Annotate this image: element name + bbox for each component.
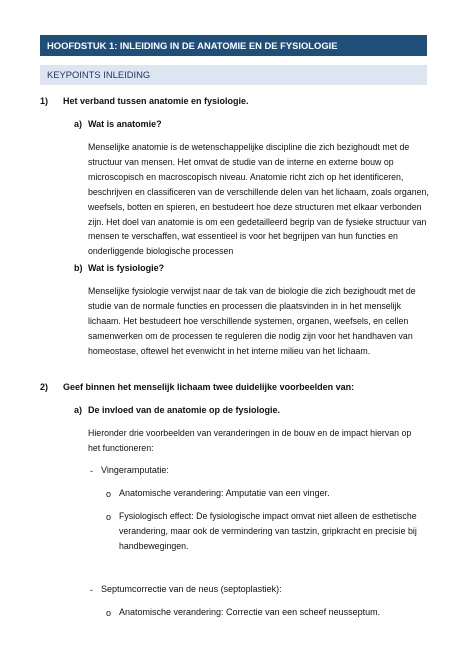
dash-bullet: - xyxy=(90,585,93,595)
paragraph-line: lichaam. Het bestudeert hoe verschillende systemen, organen, weefsels, en cellen xyxy=(88,315,409,326)
section-heading: KEYPOINTS INLEIDING xyxy=(40,65,427,85)
q2-text: Geef binnen het menselijk lichaam twee duidelijke voorbeelden van: xyxy=(63,382,355,392)
paragraph-line: Menselijke fysiologie verwijst naar de tak van de biologie die zich bezighoudt met de xyxy=(88,286,416,296)
anatomy-paragraph xyxy=(88,140,429,259)
circle-bullet: o xyxy=(106,489,112,499)
bullet-text: Anatomische verandering: Amputatie van een vinger. xyxy=(119,488,330,498)
q1b-label: b) xyxy=(74,263,83,273)
paragraph-line: samenwerken om de processen te reguleren die nodig zijn voor het handhaven van xyxy=(88,330,413,341)
paragraph-line: het functioneren: xyxy=(88,442,154,453)
paragraph-line: beschrijven en classificeren van de verschillende delen van het lichaam, zoals organen, xyxy=(88,186,429,197)
paragraph-line: zijn. Het doel van anatomie is om een gedetailleerd begrip van de fysieke structuur van xyxy=(88,216,427,227)
bullet-paragraph xyxy=(119,509,419,554)
paragraph-line: handbewegingen. xyxy=(119,540,189,551)
paragraph-line: mensen te verschaffen, wat essentieel is voor het begrijpen van hun functies en xyxy=(88,231,398,242)
circle-bullet: o xyxy=(106,512,112,522)
example-title: Septumcorrectie van de neus (septoplastiek): xyxy=(101,584,282,594)
paragraph-line: Hieronder drie voorbeelden van veranderingen in de bouw en de impact hiervan op xyxy=(88,428,412,438)
circle-bullet: o xyxy=(106,608,112,618)
paragraph-line: weefsels, botten en spieren, en bestudeert hoe deze structuren met elkaar verbonden xyxy=(88,201,422,212)
q1a-label: a) xyxy=(74,119,83,129)
paragraph-line: onderliggende biologische processen xyxy=(88,246,234,257)
paragraph-line: homeostase, oftewel het evenwicht in het interne milieu van het lichaam. xyxy=(88,345,371,356)
q2-number: 2) xyxy=(40,382,49,392)
paragraph-line: Menselijke anatomie is de wetenschappelijke discipline die zich bezighoudt met de xyxy=(88,142,410,152)
paragraph-line: Fysiologisch effect: De fysiologische impact omvat niet alleen de esthetische xyxy=(119,511,417,521)
q2a-label: a) xyxy=(74,405,83,415)
q1-number: 1) xyxy=(40,96,49,106)
chapter-heading: HOOFDSTUK 1: INLEIDING IN DE ANATOMIE EN DE FYSIOLOGIE xyxy=(40,35,427,56)
example-title: Vingeramputatie: xyxy=(101,465,169,475)
paragraph-line: studie van de normale functies en processen die plaatsvinden in in het menselijk xyxy=(88,300,401,311)
q1-text: Het verband tussen anatomie en fysiologie. xyxy=(63,96,249,106)
q1b-title: Wat is fysiologie? xyxy=(88,263,165,273)
physiology-paragraph xyxy=(88,284,420,359)
bullet-text: Anatomische verandering: Correctie van een scheef neusseptum. xyxy=(119,607,381,617)
q2a-intro xyxy=(88,426,420,456)
paragraph-line: microscopisch en macroscopisch niveau. Anatomie richt zich op het identificeren, xyxy=(88,171,404,182)
q1a-title: Wat is anatomie? xyxy=(88,119,162,129)
paragraph-line: verandering, maar ook de vermindering van tastzin, gripkracht en precisie bij xyxy=(119,525,417,536)
q2a-title: De invloed van de anatomie op de fysiologie. xyxy=(88,405,281,415)
paragraph-line: structuur van mensen. Het omvat de studie van de interne en externe bouw op xyxy=(88,156,394,167)
dash-bullet: - xyxy=(90,466,93,476)
